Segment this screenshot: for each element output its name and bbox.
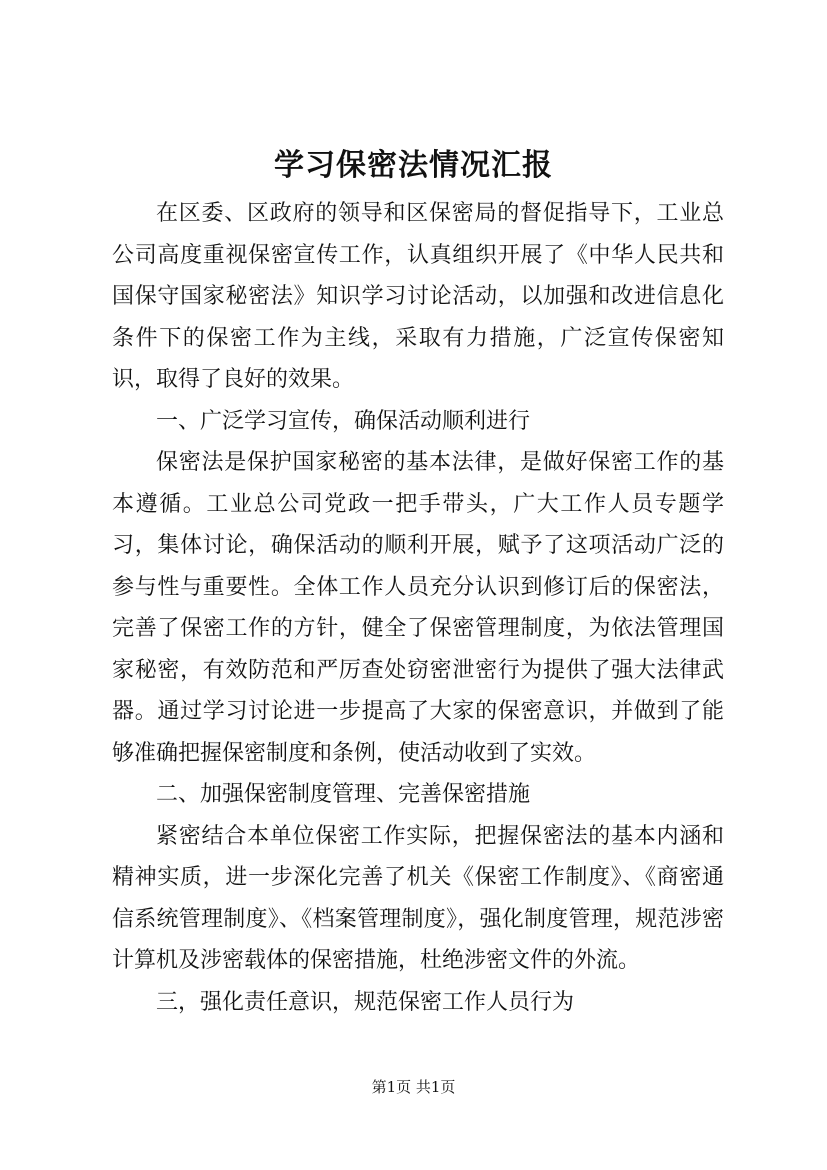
section-heading-1: 一、广泛学习宣传，确保活动顺利进行 xyxy=(156,408,531,434)
intro-paragraph: 在区委、区政府的领导和区保密局的督促指导下，工业总公司高度重视保密宣传工作，认真组织开展了《中华人民共和国保守国家秘密法》知识学习讨论活动，以加强和改进信息化条件下的保密工作为主线，采取有力措施，广泛宣传保密知识，取得了良好的效果。 xyxy=(112,201,724,392)
section-heading-2: 二、加强保密制度管理、完善保密措施 xyxy=(156,782,531,807)
section-paragraph-1: 保密法是保护国家秘密的基本法律，是做好保密工作的基本遵循。工业总公司党政一把手带头，广大工作人员专题学习，集体讨论，确保活动的顺利开展，赋予了这项活动广泛的参与性与重要性。全体工作人员充分认识到修订后的保密法，完善了保密工作的方针，健全了保密管理制度，为依法管理国家秘密，有效防范和严厉查处窃密泄密行为提供了强大法律武器。通过学习讨论进一步提高了大家的保密意识，并做到了能够准确把握保密制度和条例，使活动收到了实效。 xyxy=(112,450,724,766)
document-title: 学习保密法情况汇报 xyxy=(274,148,553,183)
page-number: 第1页 共1页 xyxy=(371,1078,456,1096)
page-footer xyxy=(0,1077,827,1097)
document-body xyxy=(112,193,724,1023)
section-paragraph-2: 紧密结合本单位保密工作实际，把握保密法的基本内涵和精神实质，进一步深化完善了机关《保密工作制度》、《商密通信系统管理制度》、《档案管理制度》，强化制度管理，规范涉密计算机及涉密载体的保密措施，杜绝涉密文件的外流。 xyxy=(112,823,724,973)
section-heading-3: 三，强化责任意识，规范保密工作人员行为 xyxy=(156,989,575,1015)
